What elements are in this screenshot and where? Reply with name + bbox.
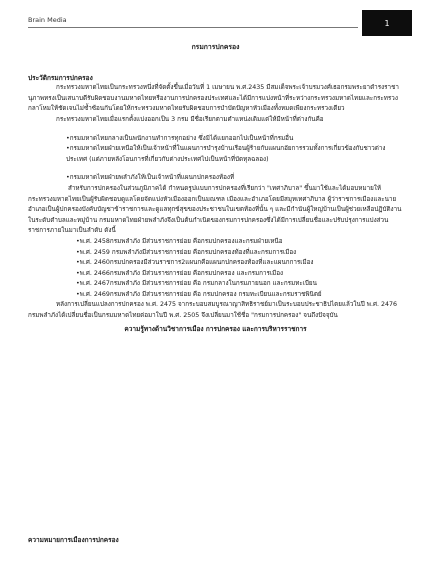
section-heading: ประวัติกรมการปกครอง <box>28 73 93 82</box>
brand-name: Brain Media <box>28 16 67 24</box>
list-item: •พ.ศ. 2467กรมพลำภัง มีส่วนราชการย่อย คือ กรมกลางในกรมภายนอก และกรมทะเบียน <box>76 280 317 288</box>
list-item: •พ.ศ. 2460กรมปกครองมีส่วนราชการ2แผนกคือแผนกปกครองท้องที่และแผนกการเมือง <box>76 259 314 267</box>
header-divider <box>28 27 358 28</box>
page-header <box>0 0 429 40</box>
list-item: •พ.ศ. 2458กรมพลำภัง มีส่วนราชการย่อย คือกรมปกครองและกรมฝ่ายเหนือ <box>76 237 283 245</box>
paragraph-history: กระทรวงมหาดไทยเป็นกระทรวงหนึ่งที่จัดตั้งขึ้นเมื่อวันที่ 1 เมษายน พ.ศ.2435 มีสมเด็จพระเจ้าบรมวงศ์เธอกรมพระยาดำรงราชานุภาพทรงเป็นเสนาบดีรับผิดชอบงานมหาดไทยหรืองานการปกครองประเทศและได้มีการแบ่งหน้าที่ระหว่างกระทรวงมหาดไทยและกระทรวงกลาโหมให้ชัดเจนไม่ซ้ำซ้อนกันโดยให้กระทรวงมหาดไทยรับผิดชอบการบำบัดปัญหาหัวเมืองทั้งหมดเพียงกระทรวงเดียว <box>28 84 399 113</box>
paragraph-after-1932: หลังการเปลี่ยนแปลงการปกครอง พ.ศ. 2475 จากระบอบสมบูรณาญาสิทธิราชย์มาเป็นระบอบประชาธิปไตยแล้วในปี พ.ศ. 2476 กรมพลำภังได้เปลี่ยนชื่อเป็นกรมมหาดไทยต่อมาในปี พ.ศ. 2505 จึงเปลี่ยนมาใช้ชื่อ "กรมการปกครอง" จนถึงปัจจุบัน <box>28 301 397 320</box>
list-item: •พ.ศ. 2466กรมพลำภัง มีส่วนราชการย่อย คือกรมปกครอง และกรมการเมือง <box>76 269 284 277</box>
paragraph-divisions: กระทรวงมหาดไทยเมื่อแรกตั้งแบ่งออกเป็น 3 กรม มีชื่อเรียกตามตำแหน่งเดิมแต่ให้มีหน้าที่ต่างกันคือ <box>56 115 324 123</box>
bottom-heading: ความหมายการเมืองการปกครอง <box>28 535 119 544</box>
timeline-list <box>28 237 403 301</box>
bullet-northern-department: •กรมมหาดไทยฝ่ายเหนือให้เป็นเจ้าหน้าที่ในแผนการบำรุงบ้านเรือนผู้ร้ายกับแผนกอัยการรวมทั้งการเกี่ยวข้องกับชาวต่างประเทศ (แต่ภายหลังโอนการที่เกี่ยวกับต่างประเทศไปเป็นหน้าที่บัดทุลฉลอง) <box>66 145 386 163</box>
paragraph-regional-administration: สำหรับการปกครองในส่วนภูมิภาคได้ กำหนดรูปแบบการปกครองที่เรียกว่า "เทศาภิบาล" ขึ้นมาใช้และได้มอบหมายให้กระทรวงมหาดไทยเป็นผู้รับผิดชอบดูแลโดยจัดแบ่งหัวเมืองออกเป็นมณฑล เมืองและอำเภอโดยมีสมุหเทศาภิบาล ผู้ว่าราชการเมืองและนายอำเภอเป็นผู้ปกครองบังคับบัญชาข้าราชการและดูแลทุกข์สุขของประชาชนในเขตท้องที่นั้น ๆ และมีกำนันผู้ใหญ่บ้านเป็นผู้ช่วยเหลือปฏิบัติงานในระดับตำบลและหมู่บ้าน กรมมหาดไทยฝ่ายพลำภังจึงเป็นต้นกำเนิดของกรมการปกครองซึ่งได้มีการเปลี่ยนชื่อและปรับปรุงการแบ่งส่วนราชการภายในมาเป็นลำดับ ดังนี้ <box>28 184 402 235</box>
document-body <box>28 42 403 334</box>
document-title: กรมการปกครอง <box>191 43 240 51</box>
bullet-phalamphang-department: •กรมมหาดไทยฝ่ายพลำภังให้เป็นเจ้าหน้าที่แผนกปกครองท้องที่ <box>66 174 235 182</box>
section-subtitle: ความรู้ทางด้านวิชาการเมือง การปกครอง และการบริหารราชการ <box>124 324 307 333</box>
page-number-badge: 1 <box>362 10 412 36</box>
list-item: •พ.ศ. 2459 กรมพลำภังมีส่วนราชการย่อย คือกรมปกครองท้องที่และกรมการเมือง <box>76 248 297 256</box>
bullet-central-department: •กรมมหาดไทยกลางเป็นพนักงานทำการทุกอย่าง ซึ่งมิได้แยกออกไปเป็นหน้าที่กรมอื่น <box>66 134 294 142</box>
list-item: •พ.ศ. 2469กรมพลำภัง มีส่วนราชการย่อย คือ กรมปกครอง กรมทะเบียนและกรมราชพินิตย์ <box>76 290 322 298</box>
